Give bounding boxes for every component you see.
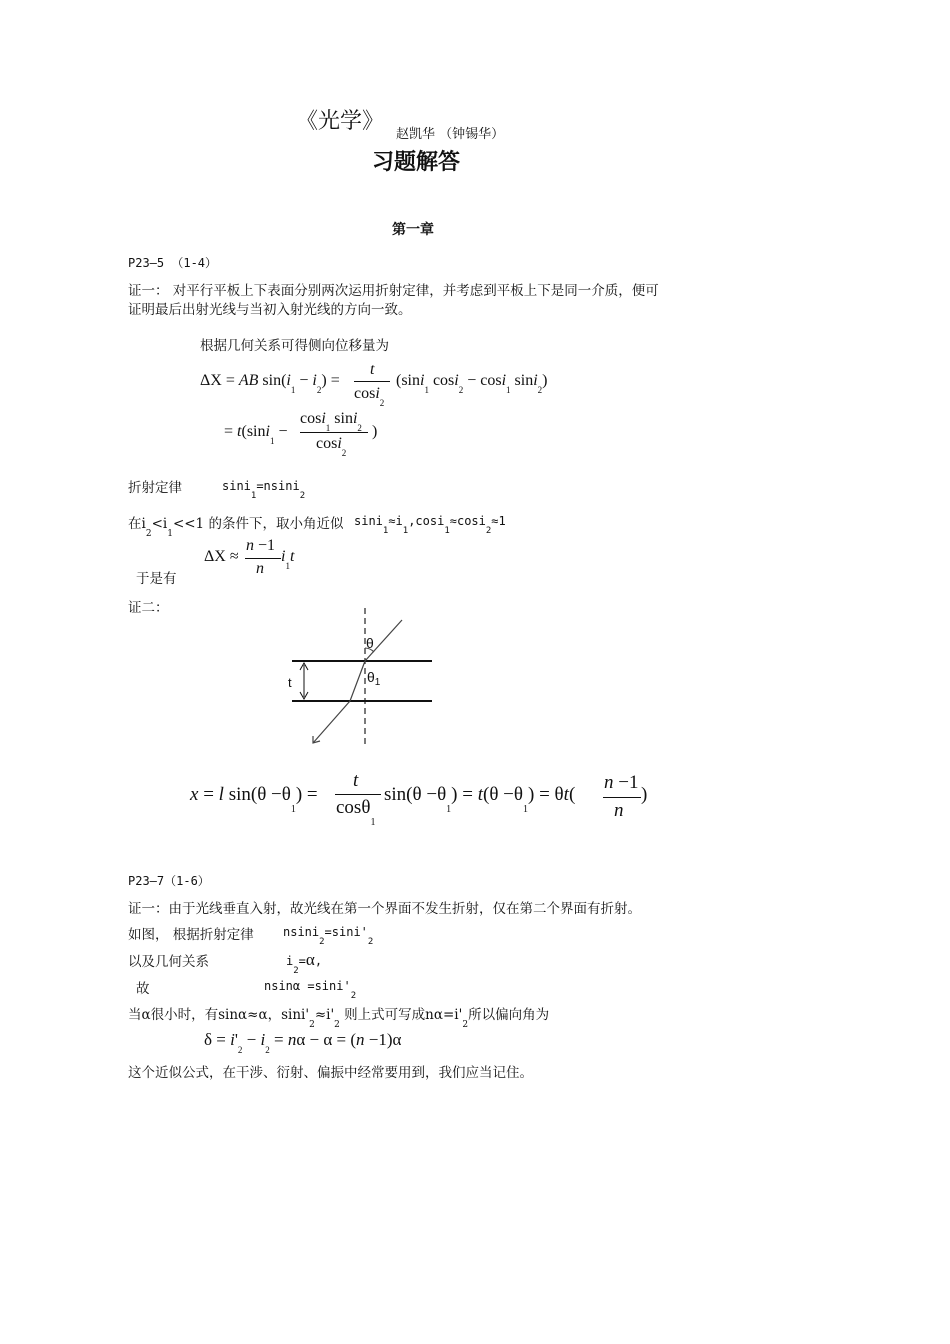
geometry-relation-label: 以及几何关系 (128, 954, 209, 970)
proof-text: 证一：由于光线垂直入射，故光线在第一个界面不发生折射，仅在第二个界面有折射。 (128, 901, 641, 917)
therefore-equation: $nsin\alpha =\sin i'_2$ (264, 979, 357, 1001)
equation-simplified: = t(sini$_1$ − (224, 423, 288, 446)
fraction-numerator: t (370, 361, 375, 378)
proof2-label: 证二： (128, 600, 169, 616)
conclusion-text: 这个近似公式，在干涉、衍射、偏振中经常要用到，我们应当记住。 (128, 1065, 533, 1081)
refraction-law-label: 折射定律 (128, 480, 182, 496)
therefore-label: 故 (136, 981, 150, 997)
fraction-denominator: n (256, 560, 264, 577)
approx-result: ΔX ≈ (204, 548, 239, 565)
equation-bracket: (sini$_1$ cosi$_2$ − cosi$_1$ sini$_2$) (396, 372, 548, 395)
thickness-label: t (288, 675, 292, 690)
document-title: 习题解答 (372, 150, 461, 175)
closing-paren: ) (372, 423, 378, 440)
thus-label: 于是有 (136, 571, 177, 587)
fraction-bar (245, 558, 281, 559)
fraction-denominator: cosi$_2$ (316, 435, 347, 458)
small-angle-equation: $\sin i_1\approx i_1,\cos i_1\approx\cos i_2\approx 1$ (354, 514, 506, 536)
problem-label: P23—5 （1-4） (128, 256, 218, 270)
fraction-numerator: n −1 (604, 772, 639, 793)
proof-text: 证一： 对平行平板上下表面分别两次运用折射定律，并考虑到平板上下是同一介质，便可 (128, 283, 659, 299)
fraction-denominator: cosθ$_1$ (336, 797, 376, 828)
small-angle-statement: 当α很小时，有sinα≈α，$\sin i'_2\approx i'_2$ 则上式可写成$n\alpha=i'_2$所以偏向角为 (128, 1007, 550, 1030)
small-angle-condition: 在$i_2<i_1<<1$ 的条件下，取小角近似 (128, 516, 344, 539)
fraction-numerator: t (353, 770, 359, 791)
equation-deviation-angle: $\delta = i'_2 - i_2 = n\alpha - \alpha = (n -1)\alpha$ (204, 1030, 402, 1055)
geometry-text: 根据几何关系可得侧向位移量为 (200, 338, 389, 354)
fraction-numerator: cosi$_1$ sini$_2$ (300, 410, 362, 433)
equation-displacement-tail: $\sin(\theta -\theta_1) = t(\theta -\theta_1) = \theta t$( (384, 784, 576, 815)
chapter-heading: 第一章 (392, 222, 434, 238)
book-title: 《光学》 (296, 109, 385, 134)
geometry-relation-equation: $i_2=\alpha$, (286, 950, 323, 976)
refraction-law-equation: sini$_1$=nsini$_2$ (222, 479, 306, 501)
fraction-bar (335, 794, 381, 795)
fraction-bar (300, 432, 368, 433)
fraction-bar (603, 797, 641, 798)
refraction-law-equation: $nsini_2=\sin i'_2$ (283, 925, 374, 947)
authors: 赵凯华 （钟锡华） (396, 127, 505, 142)
theta1-label: $\theta_1$ (367, 669, 381, 688)
refraction-plate-diagram (280, 608, 440, 750)
refraction-law-line: 如图， 根据折射定律 (128, 927, 254, 943)
emergent-ray (313, 701, 350, 743)
fraction-denominator: cosi$_2$ (354, 385, 385, 408)
proof-text: 证明最后出射光线与当初入射光线的方向一致。 (128, 302, 412, 318)
theta-label: θ (366, 635, 374, 651)
fraction-bar (354, 381, 390, 382)
refracted-ray (350, 661, 365, 701)
equation-displacement: x = l $\sin(\theta -\theta_1)$ = (190, 784, 318, 815)
approx-result-tail: $i_1t$ (281, 548, 295, 571)
fraction-numerator: n −1 (246, 537, 276, 554)
closing-paren: ) (641, 784, 648, 805)
fraction-denominator: n (614, 800, 624, 821)
equation-lateral-shift: ΔX = AB $\sin(i_1 - i_2)$ = (200, 372, 340, 395)
problem-label: P23—7（1-6） (128, 874, 210, 888)
